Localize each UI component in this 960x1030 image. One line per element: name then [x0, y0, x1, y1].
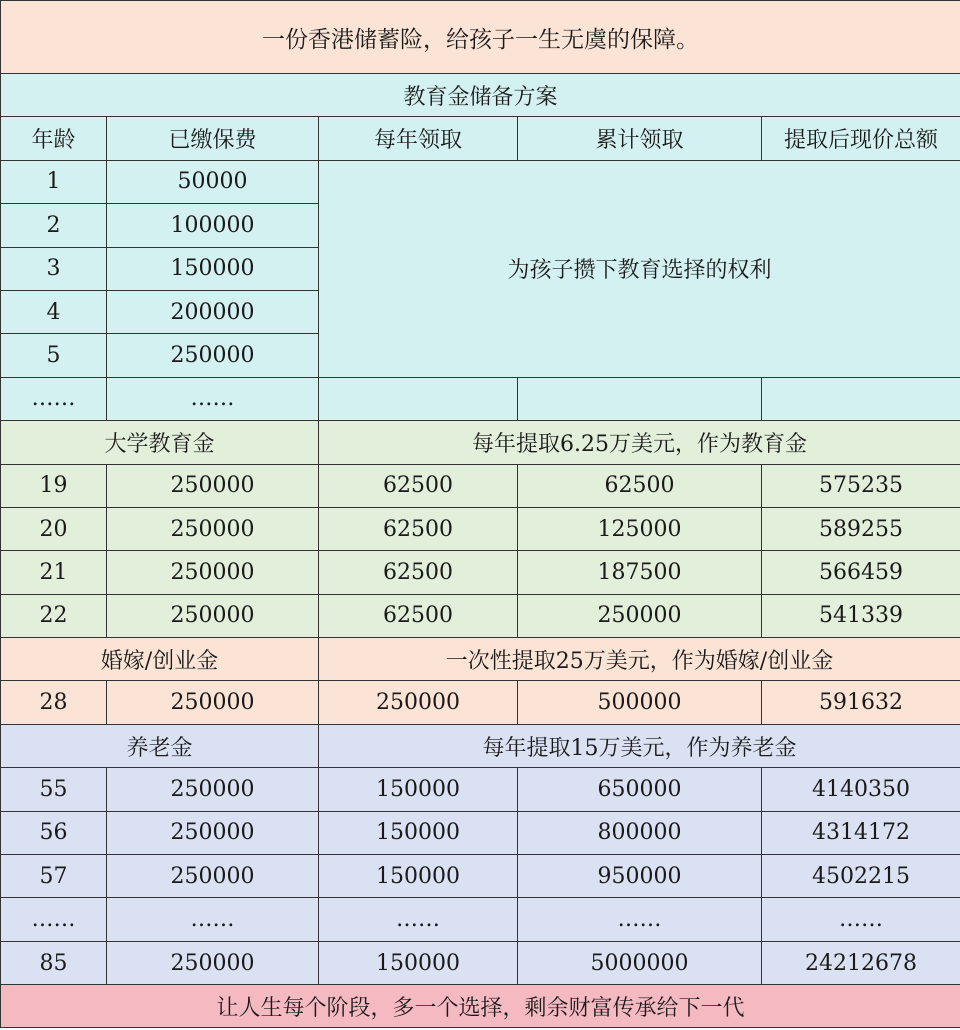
marriage-note: 一次性提取25万美元，作为婚嫁/创业金: [319, 638, 960, 681]
cell-age: 56: [1, 811, 107, 854]
cell-age: 2: [1, 204, 107, 247]
cell-premium: 50000: [107, 160, 319, 203]
retirement-label: 养老金: [1, 724, 319, 767]
cell-annual: 62500: [319, 464, 518, 507]
ellipsis-row: [1, 377, 960, 420]
cell-cash-value: 591632: [762, 681, 960, 724]
cell-cumulative: 950000: [518, 855, 762, 898]
header-row: [1, 117, 960, 160]
education-note: 为孩子攒下教育选择的权利: [319, 160, 960, 377]
header-premium-paid: 已缴保费: [107, 117, 319, 160]
ellipsis-row: [1, 898, 960, 941]
cell-premium: 250000: [107, 811, 319, 854]
cell-premium: 250000: [107, 594, 319, 637]
cell-premium: 250000: [107, 507, 319, 550]
table-row: [1, 507, 960, 550]
cell-premium: 250000: [107, 334, 319, 377]
cell-age: 20: [1, 507, 107, 550]
cell-cash-value: 24212678: [762, 941, 960, 984]
table-row: [1, 464, 960, 507]
ellipsis-cell: ……: [107, 898, 319, 941]
empty-cell: [319, 377, 518, 420]
table-row: [1, 160, 960, 203]
table-row: [1, 681, 960, 724]
cell-age: 4: [1, 290, 107, 333]
table-row: [1, 768, 960, 811]
cell-annual: 62500: [319, 594, 518, 637]
table-row: [1, 594, 960, 637]
cell-cumulative: 800000: [518, 811, 762, 854]
cell-annual: 250000: [319, 681, 518, 724]
cell-cash-value: 4502215: [762, 855, 960, 898]
cell-age: 57: [1, 855, 107, 898]
cell-cumulative: 250000: [518, 594, 762, 637]
cell-annual: 62500: [319, 507, 518, 550]
marriage-label: 婚嫁/创业金: [1, 638, 319, 681]
university-section-header: [1, 421, 960, 464]
page-title: 一份香港储蓄险，给孩子一生无虞的保障。: [1, 1, 960, 74]
cell-annual: 150000: [319, 768, 518, 811]
table-row: [1, 551, 960, 594]
cell-cash-value: 4314172: [762, 811, 960, 854]
cell-annual: 62500: [319, 551, 518, 594]
cell-premium: 250000: [107, 768, 319, 811]
table-row: [1, 941, 960, 984]
retirement-section-header: [1, 724, 960, 767]
cell-cash-value: 541339: [762, 594, 960, 637]
plan-title-row: [1, 74, 960, 117]
cell-premium: 250000: [107, 941, 319, 984]
cell-age: 55: [1, 768, 107, 811]
cell-cumulative: 5000000: [518, 941, 762, 984]
header-age: 年龄: [1, 117, 107, 160]
cell-cash-value: 589255: [762, 507, 960, 550]
cell-cumulative: 650000: [518, 768, 762, 811]
cell-annual: 150000: [319, 855, 518, 898]
footer-row: [1, 985, 960, 1028]
cell-premium: 250000: [107, 464, 319, 507]
cell-annual: 150000: [319, 941, 518, 984]
footer-slogan: 让人生每个阶段，多一个选择，剩余财富传承给下一代: [1, 985, 960, 1028]
retirement-note: 每年提取15万美元，作为养老金: [319, 724, 960, 767]
table-row: [1, 811, 960, 854]
cell-premium: 250000: [107, 855, 319, 898]
plan-title: 教育金储备方案: [1, 74, 960, 117]
cell-age: 22: [1, 594, 107, 637]
cell-age: 3: [1, 247, 107, 290]
ellipsis-cell: ……: [1, 898, 107, 941]
marriage-section-header: [1, 638, 960, 681]
cell-cash-value: 566459: [762, 551, 960, 594]
university-label: 大学教育金: [1, 421, 319, 464]
cell-cash-value: 4140350: [762, 768, 960, 811]
ellipsis-cell: ……: [107, 377, 319, 420]
cell-age: 28: [1, 681, 107, 724]
ellipsis-cell: ……: [762, 898, 960, 941]
cell-age: 85: [1, 941, 107, 984]
cell-cumulative: 125000: [518, 507, 762, 550]
header-cumulative-withdrawal: 累计领取: [518, 117, 762, 160]
cell-age: 21: [1, 551, 107, 594]
cell-premium: 100000: [107, 204, 319, 247]
table-row: [1, 855, 960, 898]
ellipsis-cell: ……: [319, 898, 518, 941]
cell-age: 19: [1, 464, 107, 507]
cell-premium: 200000: [107, 290, 319, 333]
empty-cell: [518, 377, 762, 420]
cell-cumulative: 500000: [518, 681, 762, 724]
cell-age: 1: [1, 160, 107, 203]
empty-cell: [762, 377, 960, 420]
cell-premium: 250000: [107, 681, 319, 724]
cell-cumulative: 187500: [518, 551, 762, 594]
ellipsis-cell: ……: [1, 377, 107, 420]
header-cash-value-after: 提取后现价总额: [762, 117, 960, 160]
cell-cumulative: 62500: [518, 464, 762, 507]
header-annual-withdrawal: 每年领取: [319, 117, 518, 160]
university-note: 每年提取6.25万美元，作为教育金: [319, 421, 960, 464]
cell-premium: 150000: [107, 247, 319, 290]
title-row: [1, 1, 960, 74]
cell-age: 5: [1, 334, 107, 377]
cell-cash-value: 575235: [762, 464, 960, 507]
cell-annual: 150000: [319, 811, 518, 854]
ellipsis-cell: ……: [518, 898, 762, 941]
cell-premium: 250000: [107, 551, 319, 594]
